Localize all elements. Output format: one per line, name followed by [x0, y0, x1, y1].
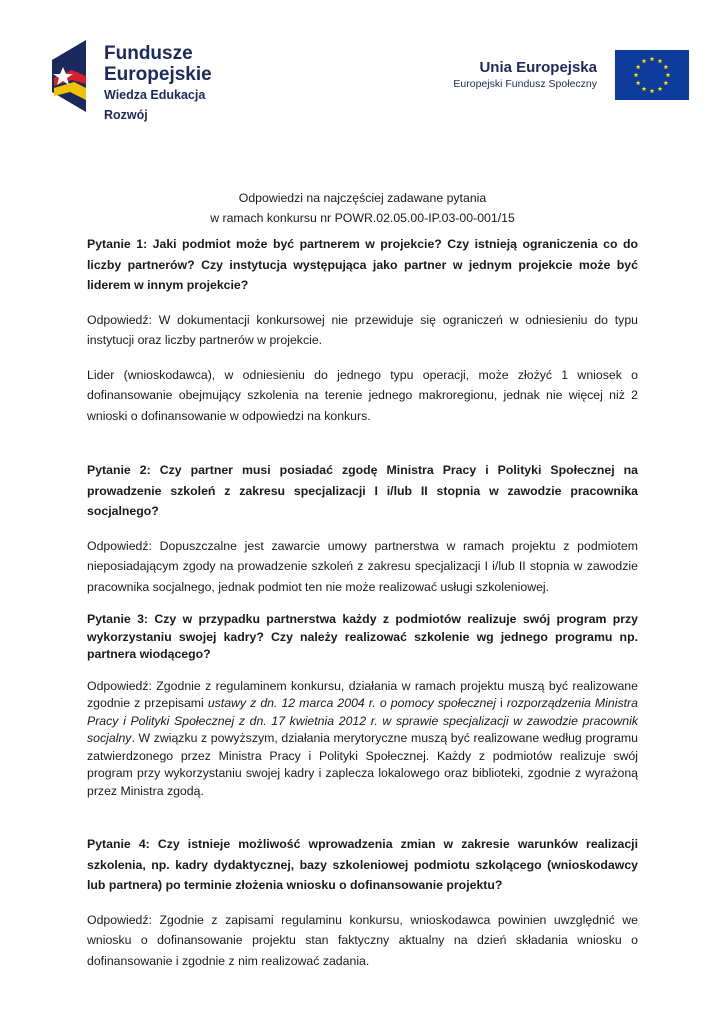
- document-title-line1: Odpowiedzi na najczęściej zadawane pytania: [238, 191, 487, 205]
- question-2: Pytanie 2: Czy partner musi posiadać zgodę Ministra Pracy i Polityki Społecznej na prowadzenie szkoleń z zakresu specjalizacji I i/lub II stopnia w zawodzie pracownika socjalnego?: [87, 463, 638, 518]
- document-body: [87, 188, 638, 971]
- answer-3-law-reference: ustawy z dn. 12 marca 2004 r. o pomocy społecznej: [207, 696, 496, 710]
- unia-europejska-logo: [453, 50, 689, 102]
- answer-4: Odpowiedź: Zgodnie z zapisami regulaminu konkursu, wnioskodawca powinien uwzględnić we wniosku o dofinansowanie projektu stan faktyczny aktualny na dzień składania wniosku o dofinansowanie i zgodnie z nim realizować zadania.: [87, 912, 638, 968]
- eu-logo-subtitle: Europejski Fundusz Społeczny: [453, 78, 597, 90]
- answer-3-text-3: . W związku z powyższym, działania merytoryczne muszą być realizowane według programu zatwierdzonego przez Ministra Pracy i Polityki Społecznej. Każdy z podmiotów realizuje swój program przy wykorzystaniu swojej kadry i zaplecza lokalowego oraz biblioteki, zgodnie z wyrażoną przez Ministra zgodą.: [87, 731, 638, 798]
- fundusze-europejskie-logo: [52, 40, 252, 122]
- fe-logo-line3: Wiedza Edukacja Rozwój: [104, 88, 206, 122]
- document-title-line2: w ramach konkursu nr POWR.02.05.00-IP.03-00-001/15: [210, 211, 515, 225]
- eu-logo-title: Unia Europejska: [479, 59, 597, 76]
- fe-logo-line2: Europejskie: [104, 64, 212, 85]
- answer-3: [87, 678, 638, 801]
- question-4: Pytanie 4: Czy istnieje możliwość wprowadzenia zmian w zakresie warunków realizacji szkolenia, np. kadry dydaktycznej, bazy szkoleniowej podmiotu szkolącego (wnioskodawcy lub partnera) po terminie złożenia wniosku o dofinansowanie projektu?: [87, 837, 638, 892]
- answer-3-regulation-reference: rozporządzenia Ministra Pracy i Polityki Społecznej z dn. 17 kwietnia 2012 r. w sprawie specjalizacji w zawodzie pracownik socjalny: [87, 696, 638, 745]
- page-header: [0, 0, 725, 130]
- question-1: Pytanie 1: Jaki podmiot może być partnerem w projekcie? Czy istnieją ograniczenia co do liczby partnerów? Czy instytucja występująca jako partner w jednym projekcie może być liderem w innym projekcie?: [87, 237, 638, 292]
- fe-logo-line1: Fundusze: [104, 43, 193, 64]
- answer-2: Odpowiedź: Dopuszczalne jest zawarcie umowy partnerstwa w ramach projektu z podmiotem nieposiadającym zgody na prowadzenie szkoleń z zakresu specjalizacji I i/lub II stopnia w zawodzie pracownika socjalnego, jednak podmiot ten nie może realizować usługi szkoleniowej.: [87, 538, 638, 594]
- question-3: Pytanie 3: Czy w przypadku partnerstwa każdy z podmiotów realizuje swój program przy wykorzystaniu swojej kadry? Czy należy realizować szkolenie wg jednego programu np. partnera wiodącego?: [87, 612, 638, 661]
- answer-3-text-1: Odpowiedź: Zgodnie z regulaminem konkursu, działania w ramach projektu muszą być realizowane zgodnie z przepisami: [87, 678, 638, 710]
- eu-flag-icon: [615, 50, 689, 100]
- document-title: [87, 188, 638, 228]
- answer-1-paragraph-1: Odpowiedź: W dokumentacji konkursowej nie przewiduje się ograniczeń w odniesieniu do typu instytucji oraz liczby partnerów w projekcie.: [87, 312, 638, 347]
- answer-1-paragraph-2: Lider (wnioskodawca), w odniesieniu do jednego typu operacji, może złożyć 1 wniosek o dofinansowanie obejmujący szkolenia na terenie jednego makroregionu, jednak nie więcej niż 2 wnioski o dofinansowanie w odpowiedzi na konkurs.: [87, 367, 638, 423]
- fundusze-europejskie-emblem-icon: [52, 40, 92, 112]
- answer-3-text-2: i: [495, 696, 507, 710]
